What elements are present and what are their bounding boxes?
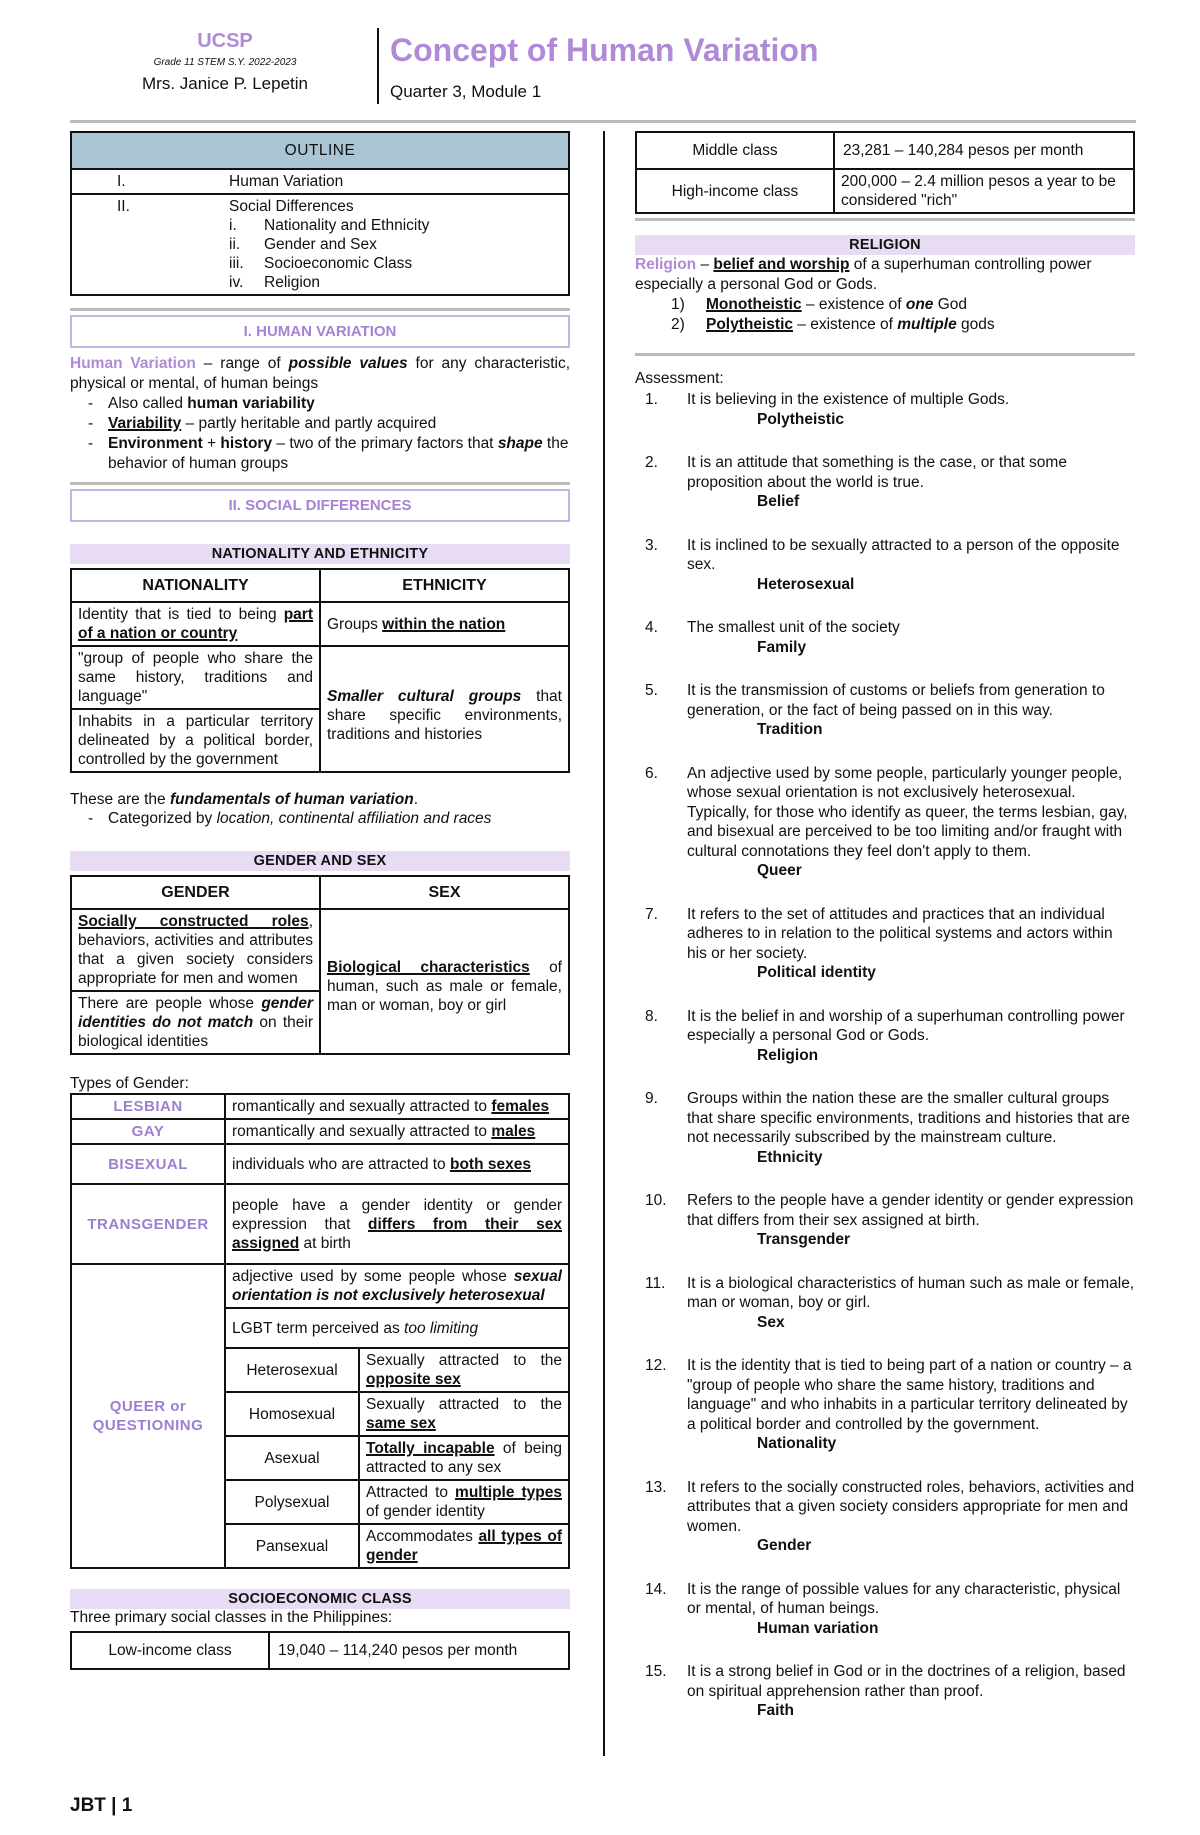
- assessment-body: [687, 1089, 1135, 1167]
- class-income: 200,000 – 2.4 million pesos a year to be considered "rich": [834, 169, 1134, 213]
- header-divider: [377, 28, 379, 104]
- col-gender: GENDER: [71, 876, 320, 909]
- assessment-answer: Tradition: [757, 721, 823, 738]
- assessment-number: 7.: [645, 905, 658, 923]
- assessment-body: [687, 1274, 1135, 1333]
- fundamentals-bullets: [70, 809, 570, 829]
- ethnicity-cell: Smaller cultural groups that share specific environments, traditions and histories: [320, 646, 569, 772]
- assessment-number: 4.: [645, 619, 658, 636]
- types-of-gender-label: Types of Gender:: [70, 1075, 189, 1092]
- outline-table: [70, 131, 570, 296]
- types-of-gender-table: [70, 1093, 570, 1569]
- assessment-number: 15.: [645, 1663, 667, 1680]
- subtype-desc: Totally incapable of being attracted to any sex: [359, 1436, 569, 1480]
- assessment-question: It refers to the socially constructed roles, behaviors, activities and attributes that a given society considers appropriate for men and women.: [687, 1478, 1135, 1535]
- class-income: 23,281 – 140,284 pesos per month: [834, 132, 1134, 169]
- assessment-question: It is inclined to be sexually attracted to a person of the opposite sex.: [687, 536, 1120, 573]
- nationality-cell: Inhabits in a particular territory delineated by a political border, controlled by the government: [71, 709, 320, 772]
- nationality-heading: NATIONALITY AND ETHNICITY: [70, 544, 570, 564]
- assessment-number: 1.: [645, 391, 658, 408]
- header-left: [120, 30, 330, 94]
- gender-cell: There are people whose gender identities do not match on their biological identities: [71, 991, 320, 1054]
- assessment-body: [687, 453, 1135, 512]
- class-name: Low-income class: [71, 1632, 269, 1669]
- assessment-number: 14.: [645, 1580, 667, 1598]
- assessment-body: [687, 1356, 1135, 1454]
- rule: [70, 482, 570, 485]
- school-name: UCSP: [197, 30, 253, 52]
- type-desc: people have a gender identity or gender expression that differs from their sex assigned at birth: [225, 1184, 569, 1264]
- assessment-question: It is the range of possible values for any characteristic, physical or mental, of human beings.: [687, 1580, 1121, 1617]
- socioeconomic-table-low: [70, 1631, 570, 1670]
- outline-title: OUTLINE: [71, 132, 569, 169]
- list-item: - Variability – partly heritable and partly acquired: [88, 414, 570, 434]
- page-subtitle: Quarter 3, Module 1: [390, 82, 542, 101]
- assessment-number: 10.: [645, 1192, 667, 1209]
- type-gay: GAY: [71, 1119, 225, 1144]
- assessment-answer: Transgender: [757, 1231, 851, 1248]
- rule: [635, 353, 1135, 356]
- assessment-body: [687, 1007, 1135, 1066]
- subtype-pansexual: Pansexual: [225, 1524, 359, 1568]
- subtype-desc: Accommodates all types of gender: [359, 1524, 569, 1568]
- col-sex: SEX: [320, 876, 569, 909]
- human-variation-heading: I. HUMAN VARIATION: [70, 315, 570, 348]
- ethnicity-cell: Groups within the nation: [320, 602, 569, 646]
- list-item: - Also called human variability: [88, 394, 570, 414]
- outline-item-2-num: II.: [71, 194, 223, 295]
- assessment-item: [635, 618, 1135, 657]
- assessment-answer: Political identity: [757, 964, 876, 981]
- assessment-number: 5.: [645, 682, 658, 699]
- subtype-heterosexual: Heterosexual: [225, 1348, 359, 1392]
- assessment-question: It is believing in the existence of multiple Gods.: [687, 391, 1010, 408]
- subtype-desc: Sexually attracted to the same sex: [359, 1392, 569, 1436]
- assessment-number: 2.: [645, 454, 658, 471]
- assessment-question: An adjective used by some people, particularly younger people, whose sexual orientation is not exclusively heterosexual. Typically, for those who identify as queer, the terms lesbian, gay, and bisexual are perceived to be too limiting and/or fraught with cultural connotations they feel don't apply to them.: [687, 764, 1128, 860]
- assessment-question: It is a biological characteristics of human such as male or female, man or woman, boy or girl.: [687, 1274, 1135, 1311]
- assessment-question: Refers to the people have a gender identity or gender expression that differs from their sex assigned at birth.: [687, 1192, 1134, 1229]
- assessment-item: [635, 1478, 1135, 1556]
- assessment-question: The smallest unit of the society: [687, 619, 900, 636]
- gender-sex-heading: GENDER AND SEX: [70, 851, 570, 871]
- grade-line: Grade 11 STEM S.Y. 2022-2023: [153, 57, 297, 68]
- assessment-question: It is the transmission of customs or beliefs from generation to generation, or the fact of being passed on in this way.: [687, 682, 1105, 719]
- assessment-number: 12.: [645, 1357, 667, 1374]
- socioeconomic-heading: SOCIOECONOMIC CLASS: [70, 1589, 570, 1609]
- nationality-cell: Identity that is tied to being part of a nation or country: [71, 602, 320, 646]
- rule: [70, 308, 570, 311]
- page-title: Concept of Human Variation: [390, 32, 819, 68]
- subtype-desc: Attracted to multiple types of gender identity: [359, 1480, 569, 1524]
- right-column: [635, 131, 1135, 1745]
- assessment-question: It is the identity that is tied to being part of a nation or country – a "group of people who share the same history, traditions and language" and who inhabits in a particular territory delineated by a political border and controlled by the government.: [687, 1357, 1132, 1433]
- assessment-question: It refers to the set of attitudes and practices that an individual adheres to in relation to the political systems and actors within his or her society.: [687, 905, 1113, 962]
- subtype-asexual: Asexual: [225, 1436, 359, 1480]
- assessment-body: [687, 764, 1135, 881]
- assessment-item: [635, 1007, 1135, 1066]
- col-nationality: NATIONALITY: [71, 569, 320, 602]
- assessment-number: 6.: [645, 764, 658, 782]
- assessment-item: [635, 1274, 1135, 1333]
- assessment-item: [635, 536, 1135, 595]
- assessment-item: [635, 1191, 1135, 1250]
- rule: [635, 218, 1135, 221]
- subtype-polysexual: Polysexual: [225, 1480, 359, 1524]
- religion-definition: Religion – belief and worship of a superhuman controlling power especially a personal God or Gods.: [635, 256, 1092, 293]
- socioeconomic-intro: Three primary social classes in the Philippines:: [70, 1609, 393, 1626]
- type-bisexual: BISEXUAL: [71, 1144, 225, 1184]
- assessment-answer: Ethnicity: [757, 1148, 823, 1166]
- subtype-desc: Sexually attracted to the opposite sex: [359, 1348, 569, 1392]
- assessment-item: [635, 1662, 1135, 1721]
- assessment-question: Groups within the nation these are the smaller cultural groups that share specific environments, traditions and histories that are not necessarily subscribed by the mainstream culture.: [687, 1090, 1130, 1146]
- type-desc: LGBT term perceived as too limiting: [225, 1308, 569, 1348]
- type-desc: adjective used by some people whose sexual orientation is not exclusively heterosexual: [225, 1264, 569, 1308]
- type-desc: individuals who are attracted to both sexes: [225, 1144, 569, 1184]
- outline-item-2-label: Social Differences: [229, 198, 354, 215]
- outline-subitem: ii. Gender and Sex: [229, 236, 377, 253]
- assessment-answer: Faith: [757, 1702, 795, 1719]
- assessment-number: 11.: [645, 1274, 666, 1292]
- class-name: High-income class: [636, 169, 834, 213]
- teacher-name: Mrs. Janice P. Lepetin: [142, 74, 308, 93]
- assessment-answer: Religion: [757, 1046, 819, 1064]
- social-differences-heading: II. SOCIAL DIFFERENCES: [70, 489, 570, 522]
- type-queer: QUEER or QUESTIONING: [71, 1264, 225, 1568]
- assessment-body: [687, 905, 1135, 983]
- assessment-question: It is an attitude that something is the case, or that some proposition about the world is true.: [687, 454, 1067, 491]
- assessment-item: [635, 764, 1135, 881]
- human-variation-bullets: [70, 394, 570, 474]
- gender-cell: Socially constructed roles, behaviors, activities and attributes that a given society considers appropriate for men and women: [71, 909, 320, 991]
- assessment-answer: Sex: [757, 1313, 785, 1331]
- assessment-number: 8.: [645, 1007, 658, 1025]
- left-column: [70, 131, 570, 1670]
- outline-item-2: [223, 194, 569, 295]
- outline-item-1: Human Variation: [223, 169, 569, 194]
- assessment-item: [635, 1089, 1135, 1167]
- assessment-body: [687, 681, 1135, 740]
- subtype-homosexual: Homosexual: [225, 1392, 359, 1436]
- type-desc: romantically and sexually attracted to males: [225, 1119, 569, 1144]
- assessment-item: [635, 681, 1135, 740]
- assessment-body: [687, 1478, 1135, 1556]
- list-item: - Environment + history – two of the primary factors that shape the behavior of human groups: [88, 434, 570, 474]
- sex-cell: Biological characteristics of human, such as male or female, man or woman, boy or girl: [320, 909, 569, 1054]
- assessment-answer: Polytheistic: [757, 410, 844, 428]
- assessment-body: [687, 536, 1135, 595]
- assessment-item: [635, 1356, 1135, 1454]
- assessment-answer: Queer: [757, 862, 802, 879]
- assessment-body: [687, 390, 1135, 429]
- fundamentals-note: These are the fundamentals of human variation.: [70, 791, 418, 808]
- assessment-answer: Gender: [757, 1537, 812, 1554]
- assessment-body: [687, 1191, 1135, 1250]
- assessment-title: Assessment:: [635, 370, 724, 387]
- assessment-number: 3.: [645, 536, 658, 554]
- nationality-table: [70, 568, 570, 773]
- col-ethnicity: ETHNICITY: [320, 569, 569, 602]
- human-variation-definition: Human Variation – range of possible values for any characteristic, physical or mental, of human beings: [70, 355, 570, 392]
- assessment-item: [635, 905, 1135, 983]
- assessment-question: It is the belief in and worship of a superhuman controlling power especially a personal God or Gods.: [687, 1007, 1125, 1044]
- assessment-answer: Human variation: [757, 1619, 879, 1637]
- type-desc: romantically and sexually attracted to females: [225, 1094, 569, 1119]
- socioeconomic-table-cont: [635, 131, 1135, 214]
- type-transgender: TRANSGENDER: [71, 1184, 225, 1264]
- gender-sex-table: [70, 875, 570, 1055]
- assessment-body: [687, 1662, 1135, 1721]
- assessment-answer: Nationality: [757, 1435, 837, 1452]
- assessment-item: [635, 1580, 1135, 1639]
- assessment-answer: Heterosexual: [757, 575, 855, 593]
- religion-type: 2) Polytheistic – existence of multiple gods: [671, 316, 995, 333]
- outline-subitem: iii. Socioeconomic Class: [229, 255, 413, 272]
- column-divider: [603, 131, 605, 1756]
- outline-subitem: iv. Religion: [229, 274, 321, 291]
- assessment-item: [635, 453, 1135, 512]
- outline-item-1-num: I.: [71, 169, 223, 194]
- assessment-body: [687, 1580, 1135, 1639]
- nationality-cell: "group of people who share the same history, traditions and language": [71, 646, 320, 709]
- assessment-number: 13.: [645, 1478, 667, 1496]
- list-item: - Categorized by location, continental affiliation and races: [88, 809, 570, 829]
- outline-subitem: i. Nationality and Ethnicity: [229, 217, 430, 234]
- class-name: Middle class: [636, 132, 834, 169]
- page-footer: JBT | 1: [70, 1795, 133, 1816]
- header-rule: [70, 120, 1136, 123]
- assessment-body: [687, 618, 1135, 657]
- assessment-item: [635, 390, 1135, 429]
- type-lesbian: LESBIAN: [71, 1094, 225, 1119]
- assessment-number: 9.: [645, 1090, 658, 1107]
- religion-type: 1) Monotheistic – existence of one God: [671, 296, 968, 313]
- assessment-answer: Family: [757, 638, 807, 656]
- class-income: 19,040 – 114,240 pesos per month: [269, 1632, 569, 1669]
- assessment-answer: Belief: [757, 493, 800, 510]
- assessment-question: It is a strong belief in God or in the doctrines of a religion, based on spiritual apprehension rather than proof.: [687, 1663, 1126, 1700]
- religion-heading: RELIGION: [635, 235, 1135, 255]
- assessment-list: [635, 390, 1135, 1721]
